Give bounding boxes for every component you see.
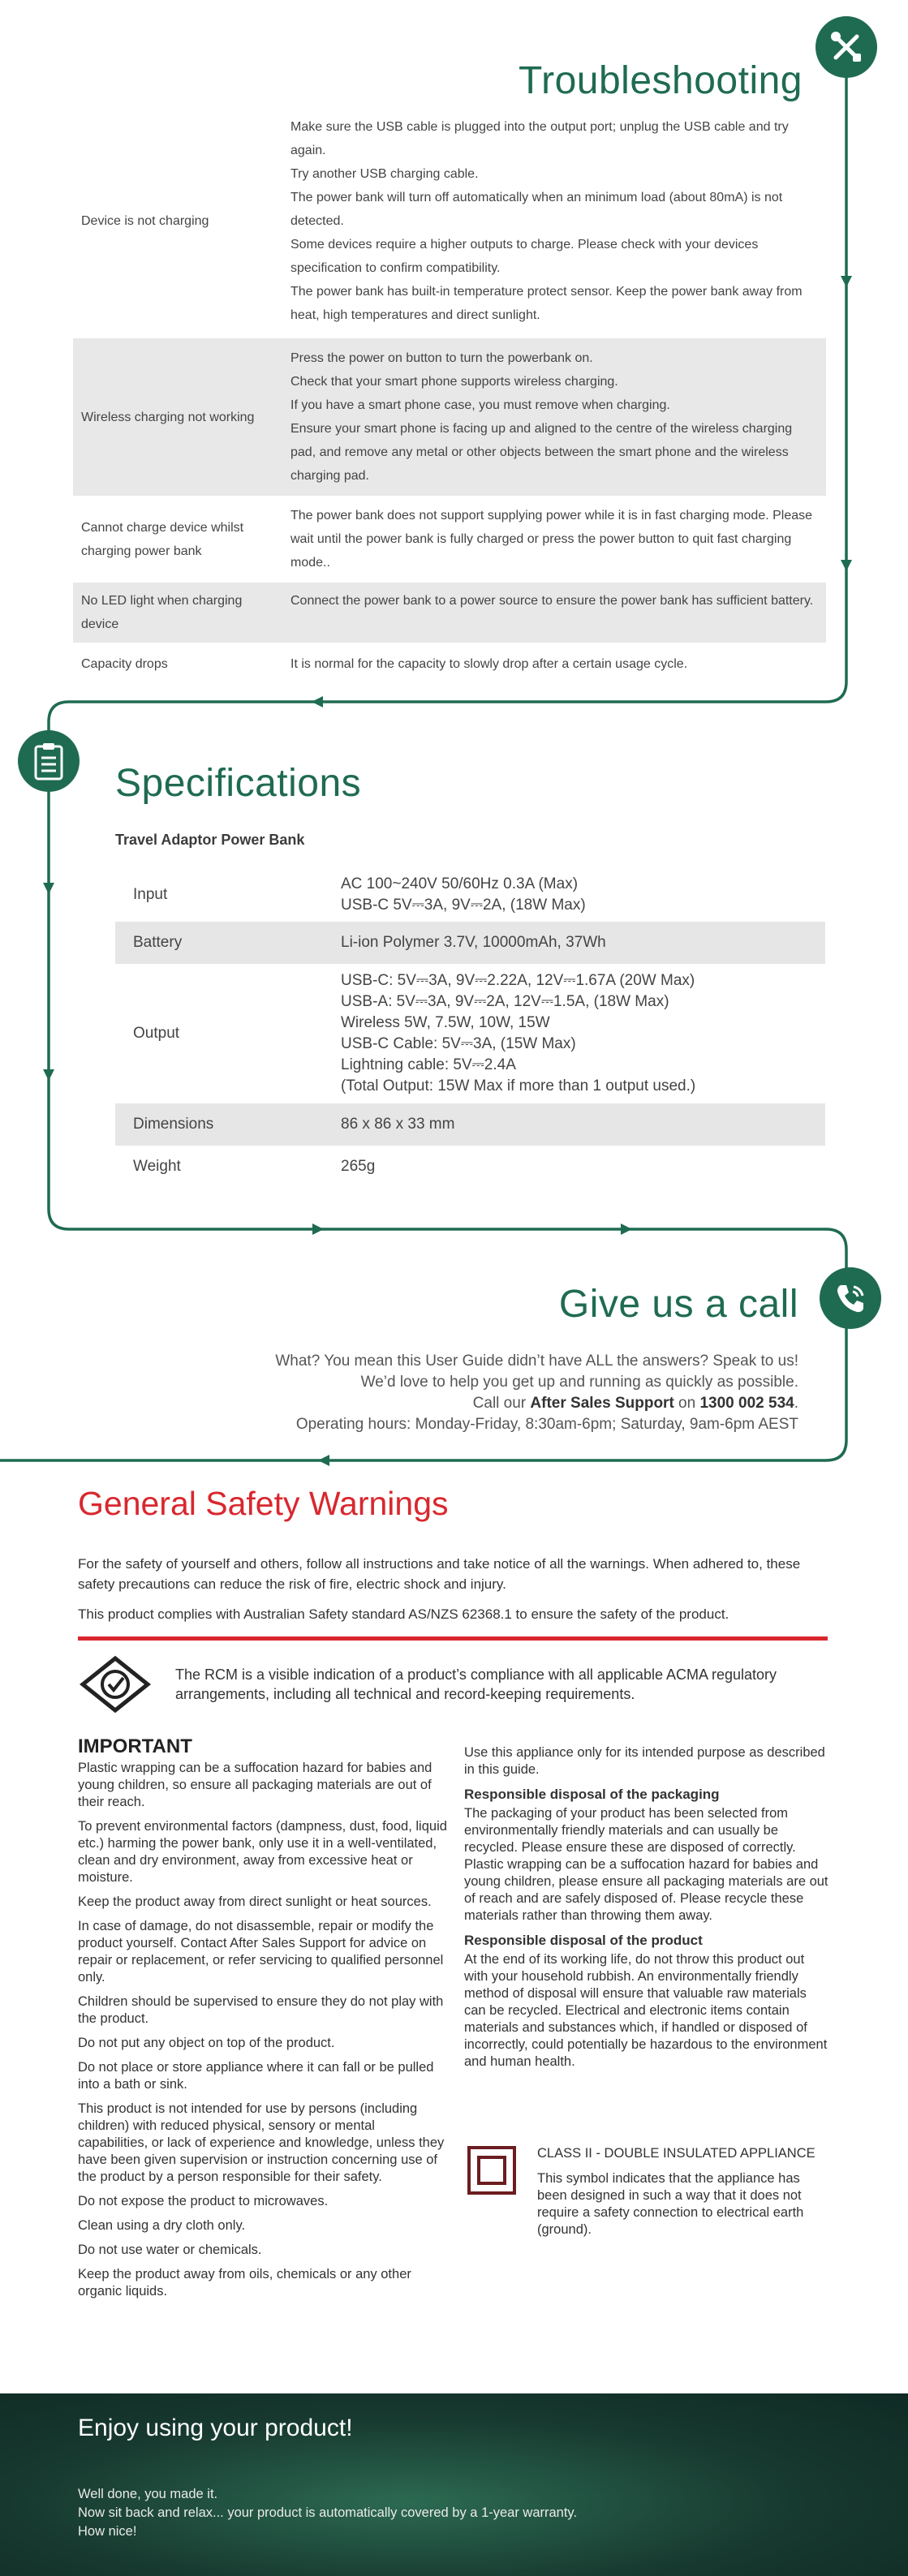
spec-line: USB-C Cable: 5V⎓3A, (15W Max) (341, 1035, 576, 1052)
solution-line: The power bank will turn off automatically when an minimum load (about 80mA) is not detected. (290, 191, 783, 228)
safety-intro-text: For the safety of yourself and others, follow all instructions and take notice of all the warnings. When adhered to, these safety precautions can reduce the risk of fire, electric shock and injury. (78, 1556, 801, 1592)
spec-value (341, 874, 807, 916)
table-row (115, 922, 825, 964)
arrow-left-1 (312, 696, 323, 707)
solution-line: The power bank has built-in temperature protect sensor. Keep the power bank away from heat, high temperatures and direct sunlight. (290, 285, 803, 322)
arrow-right-2 (621, 1223, 632, 1235)
call-text-mid: on (673, 1395, 700, 1412)
phone-icon (820, 1267, 881, 1329)
call-text-pre: Call our (472, 1395, 531, 1412)
call-line: What? You mean this User Guide didn’t have ALL the answers? Speak to us! (275, 1353, 798, 1370)
solution-line: If you have a smart phone case, you must remove when charging. (290, 398, 670, 412)
important-heading: IMPORTANT (78, 1735, 192, 1757)
spec-line: Lightning cable: 5V⎓2.4A (341, 1056, 516, 1073)
specifications-table (115, 868, 825, 1188)
safety-item: Children should be supervised to ensure they do not play with the product. (78, 1994, 444, 2026)
troubleshooting-title: Troubleshooting (519, 59, 803, 102)
table-row (73, 583, 826, 643)
issue-label: Wireless charging not working (81, 410, 255, 424)
safety-item: To prevent environmental factors (dampness, dust, food, liquid etc.) harming the power bank, only use it in a well-ventilated, clean and dry environment, away from excessive heat or moisture. (78, 1819, 447, 1885)
after-sales-support: After Sales Support (530, 1395, 674, 1412)
safety-item: Do not expose the product to microwaves. (78, 2194, 329, 2208)
product-disposal-text: At the end of its working life, do not throw this product out with your household rubbish. An environmentally friendly method of disposal will ensure that valuable raw materials can be recycled. Electrical and electronic items contain materials and substances which, if handled or disposed of incorrectly, could potentially be hazardous to the environment and human health. (464, 1952, 828, 2069)
safety-title: General Safety Warnings (78, 1485, 449, 1522)
spec-line: (Total Output: 15W Max if more than 1 output used.) (341, 1077, 696, 1094)
packaging-text: The packaging of your product has been selected from environmentally friendly materials and can usually be recycled. Please ensure these are disposed of correctly. Plastic wrapping can be a suffocation hazard for babies and young children, please ensure all packaging materials are out of reach and are safely disposed of. Please recycle these materials rather than throwing them away. (464, 1806, 828, 1923)
table-row (73, 643, 826, 677)
arrow-down-2 (841, 560, 852, 571)
rcm-text: The RCM is a visible indication of a product’s compliance with all applicable ACMA regulatory arrangements, including all technical and record-keeping requirements. (175, 1666, 777, 1702)
spec-value: 86 x 86 x 33 mm (341, 1116, 455, 1133)
safety-item: Keep the product away from oils, chemicals or any other organic liquids. (78, 2267, 411, 2299)
call-text (275, 1351, 798, 1435)
spec-line: USB-C: 5V⎓3A, 9V⎓2.22A, 12V⎓1.67A (20W Max) (341, 972, 695, 989)
support-phone-number[interactable]: 1300 002 534 (699, 1395, 794, 1412)
spec-label: Weight (133, 1158, 181, 1175)
safety-item: Clean using a dry cloth only. (78, 2218, 246, 2233)
spec-label: Input (133, 886, 168, 903)
solution-cell (290, 346, 818, 488)
table-row (115, 868, 825, 922)
safety-item: Use this appliance only for its intended purpose as described in this guide. (464, 1745, 825, 1777)
solution-line: Some devices require a higher outputs to charge. Please check with your devices specification to confirm compatibility. (290, 238, 759, 275)
spec-label: Output (133, 1025, 180, 1042)
rcm-icon (80, 1655, 151, 1718)
red-divider (78, 1636, 828, 1641)
safety-standard-text: This product complies with Australian Safety standard AS/NZS 62368.1 to ensure the safety of the product. (78, 1606, 729, 1622)
solution-line: Ensure your smart phone is facing up and aligned to the centre of the wireless charging pad, and remove any metal or other objects between the smart phone and the wireless charging pad. (290, 422, 793, 483)
arrow-down-1 (841, 276, 852, 287)
footer-banner (0, 2393, 908, 2576)
specifications-title: Specifications (115, 762, 362, 805)
spec-line: AC 100~240V 50/60Hz 0.3A (Max) (341, 875, 579, 892)
call-support-line (275, 1393, 798, 1414)
class2-symbol (467, 2146, 516, 2195)
safety-left-column (78, 1735, 447, 2307)
class2-description: This symbol indicates that the appliance has been designed in such a way that it does not require a safety connection to electrical earth (ground). (537, 2171, 804, 2237)
table-row (115, 1146, 825, 1188)
class2-title: CLASS II - DOUBLE INSULATED APPLIANCE (537, 2146, 815, 2161)
spec-line: Wireless 5W, 7.5W, 10W, 15W (341, 1014, 550, 1031)
spec-value: Li-ion Polymer 3.7V, 10000mAh, 37Wh (341, 934, 606, 951)
table-row (115, 964, 825, 1103)
footer-line: Well done, you made it. (78, 2487, 218, 2501)
packaging-heading: Responsible disposal of the packaging (464, 1787, 720, 1802)
tools-icon (815, 16, 877, 78)
issue-label: Device is not charging (81, 214, 209, 228)
solution-line: Check that your smart phone supports wireless charging. (290, 375, 618, 389)
solution-cell: Connect the power bank to a power source to ensure the power bank has sufficient battery. (290, 594, 814, 608)
spec-value: 265g (341, 1158, 376, 1175)
call-text-post: . (794, 1395, 798, 1412)
product-disposal-heading: Responsible disposal of the product (464, 1933, 703, 1948)
spec-line: USB-C 5V⎓3A, 9V⎓2A, (18W Max) (341, 897, 586, 914)
arrow-right-1 (312, 1223, 324, 1235)
spec-subtitle: Travel Adaptor Power Bank (115, 832, 305, 848)
solution-line: Make sure the USB cable is plugged into the output port; unplug the USB cable and try again. (290, 120, 789, 157)
table-row (115, 1103, 825, 1146)
safety-right-column (464, 1744, 829, 2078)
spec-line: USB-A: 5V⎓3A, 9V⎓2A, 12V⎓1.5A, (18W Max) (341, 993, 669, 1010)
troubleshooting-table (73, 114, 826, 677)
issue-label: Cannot charge device whilst charging power bank (81, 520, 244, 558)
safety-item: Plastic wrapping can be a suffocation hazard for babies and young children, so ensure all packaging materials are out of their reach. (78, 1761, 432, 1809)
arrow-down-4 (43, 1069, 54, 1081)
call-title: Give us a call (558, 1283, 798, 1326)
footer-line: Now sit back and relax... your product is automatically covered by a 1-year warranty. (78, 2505, 578, 2520)
safety-item: Do not use water or chemicals. (78, 2243, 262, 2257)
spec-value (341, 970, 807, 1097)
safety-item: Keep the product away from direct sunlight or heat sources. (78, 1894, 432, 1909)
arrow-left-2 (318, 1455, 329, 1466)
arrow-down-3 (43, 883, 54, 894)
footer-text (78, 2485, 577, 2541)
operating-hours: Operating hours: Monday-Friday, 8:30am-6pm; Saturday, 9am-6pm AEST (295, 1416, 798, 1433)
solution-cell: The power bank does not support supplying power while it is in fast charging mode. Please wait until the power bank is fully charged or press the power button to quit fast charging mode.. (290, 509, 813, 570)
safety-item: In case of damage, do not disassemble, repair or modify the product yourself. Contact After Sales Support for advice on repair or replacement, or refer servicing to qualified personnel only. (78, 1919, 444, 1985)
solution-line: Press the power on button to turn the powerbank on. (290, 351, 593, 365)
solution-cell (290, 115, 818, 327)
safety-intro (78, 1554, 828, 1634)
solution-line: Try another USB charging cable. (290, 167, 479, 181)
safety-item: This product is not intended for use by persons (including children) with reduced physical, sensory or mental capabilities, or lack of experience and knowledge, unless they have been given supervision or instruction concerning use of the product by a person responsible for their safety. (78, 2101, 445, 2184)
call-line: We’d love to help you get up and running as quickly as possible. (360, 1374, 798, 1391)
safety-item: Do not place or store appliance where it can fall or be pulled into a bath or sink. (78, 2060, 434, 2092)
safety-item: Do not put any object on top of the product. (78, 2036, 335, 2050)
table-row (73, 496, 826, 583)
footer-line: How nice! (78, 2524, 137, 2539)
footer-title: Enjoy using your product! (78, 2415, 353, 2441)
spec-label: Battery (133, 934, 183, 951)
table-row (73, 338, 826, 496)
clipboard-icon (18, 730, 80, 792)
class2-text (537, 2145, 829, 2247)
solution-cell: It is normal for the capacity to slowly drop after a certain usage cycle. (290, 657, 688, 671)
table-row (73, 114, 826, 338)
spec-label: Dimensions (133, 1116, 214, 1133)
issue-label: No LED light when charging device (81, 594, 243, 631)
issue-label: Capacity drops (81, 657, 168, 671)
